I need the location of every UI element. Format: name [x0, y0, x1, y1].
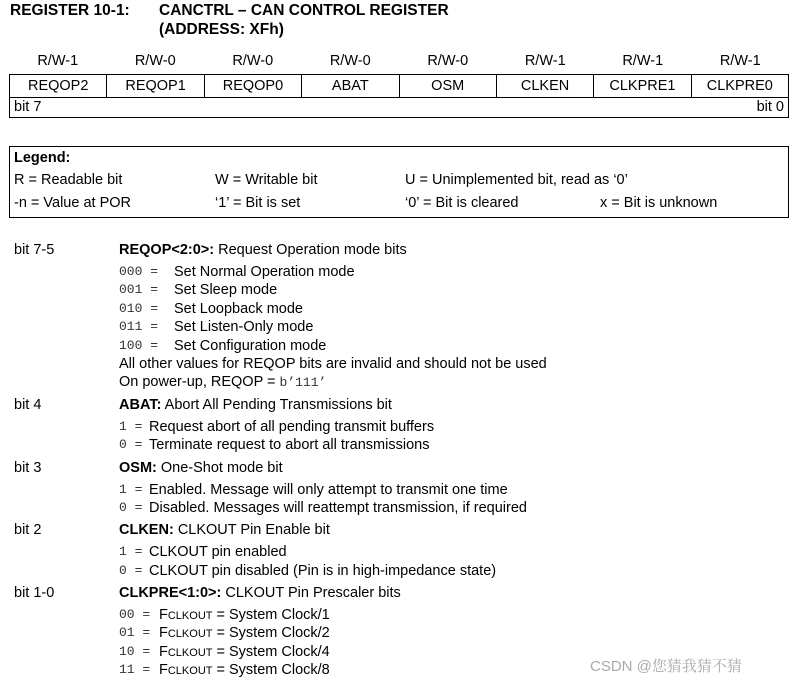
f-subscript: CLKOUT — [167, 628, 213, 641]
bit-access-label: R/W-1 — [719, 53, 761, 69]
f-subscript: CLKOUT — [167, 646, 213, 659]
section-header — [0, 459, 798, 481]
option-code: 0 = — [119, 562, 143, 578]
bit-range: bit 1-0 — [14, 585, 55, 602]
section-title — [119, 241, 407, 259]
option-text: Terminate request to abort all transmissions — [149, 437, 430, 454]
register-title: CANCTRL – CAN CONTROL REGISTER — [159, 2, 449, 19]
f-subscript: CLKOUT — [167, 665, 213, 678]
bit-range: bit 2 — [14, 522, 42, 539]
bit-access-label: R/W-1 — [524, 53, 566, 69]
option-text: Set Normal Operation mode — [174, 264, 355, 280]
option-text: = System Clock/8 — [212, 662, 330, 679]
section-header — [0, 241, 798, 263]
bit-range: bit 7-5 — [14, 242, 55, 258]
bit-cell-clkpre1: CLKPRE1 — [594, 75, 691, 98]
section-title — [119, 521, 330, 539]
register-bit-table — [9, 74, 789, 98]
option-code: 10 = — [119, 643, 151, 659]
field-name: OSM: — [119, 459, 157, 476]
legend-item: -n = Value at POR — [14, 195, 131, 211]
option-text: All other values for REQOP bits are invalid and should not be used — [119, 355, 547, 372]
bit-cell-clken: CLKEN — [496, 75, 593, 98]
option-code: 100 = — [119, 337, 159, 353]
bit-cell-clkpre0: CLKPRE0 — [691, 75, 788, 98]
legend-heading: Legend: — [14, 150, 71, 166]
option-line — [0, 543, 798, 561]
bit-access-label: R/W-1 — [37, 53, 79, 69]
bit-order-row — [9, 97, 789, 118]
option-text: CLKOUT pin disabled (Pin is in high-impedance state) — [149, 562, 497, 579]
bit-section — [0, 241, 798, 392]
register-number: REGISTER 10-1: — [10, 2, 130, 19]
option-text: Set Sleep mode — [174, 282, 278, 299]
f-symbol: F — [159, 662, 168, 679]
msb-label: bit 7 — [14, 99, 42, 115]
field-description: Request Operation mode bits — [218, 242, 407, 258]
option-line — [0, 281, 798, 299]
legend-item: R = Readable bit — [14, 172, 123, 188]
option-code: 001 = — [119, 282, 159, 298]
option-code: 1 = — [119, 544, 143, 560]
f-subscript: CLKOUT — [167, 610, 213, 623]
field-name: CLKEN: — [119, 522, 174, 539]
option-code: 11 = — [119, 662, 151, 678]
option-code: 00 = — [119, 607, 151, 623]
legend-item: U = Unimplemented bit, read as ‘0’ — [405, 172, 628, 188]
option-text: CLKOUT pin enabled — [149, 544, 287, 561]
bit-access-label: R/W-0 — [427, 53, 469, 69]
field-description: CLKOUT Pin Enable bit — [177, 522, 330, 539]
option-text: Disabled. Messages will reattempt transmission, if required — [149, 499, 527, 516]
option-text: = System Clock/2 — [212, 625, 330, 642]
field-description: Abort All Pending Transmissions bit — [164, 396, 392, 413]
option-line — [0, 263, 798, 281]
option-text: Set Listen-Only mode — [174, 319, 314, 336]
option-line — [0, 606, 798, 624]
option-code: 000 = — [119, 264, 159, 279]
option-line — [0, 481, 798, 499]
bit-range: bit 3 — [14, 459, 42, 476]
bit-cell-osm: OSM — [399, 75, 496, 98]
lsb-label: bit 0 — [756, 99, 784, 115]
option-value: b’111’ — [279, 375, 327, 391]
section-header — [0, 521, 798, 543]
legend-item: x = Bit is unknown — [600, 195, 718, 211]
option-code: 0 = — [119, 437, 143, 453]
option-line — [0, 373, 798, 391]
option-text: On power-up, REQOP = — [119, 374, 280, 391]
bit-cell-reqop1: REQOP1 — [107, 75, 204, 98]
option-text: Set Configuration mode — [174, 337, 327, 354]
field-name: CLKPRE<1:0>: — [119, 585, 222, 602]
f-symbol: F — [159, 643, 168, 660]
field-description: One-Shot mode bit — [160, 459, 283, 476]
section-header — [0, 584, 798, 606]
bit-cell-reqop2: REQOP2 — [10, 75, 107, 98]
option-text: = System Clock/4 — [212, 643, 330, 660]
option-line — [0, 436, 798, 454]
bit-descriptions — [0, 241, 798, 684]
section-title — [119, 396, 392, 414]
option-line — [0, 300, 798, 318]
bit-section — [0, 396, 798, 455]
option-code: 1 = — [119, 481, 143, 497]
bit-access-label: R/W-0 — [232, 53, 274, 69]
section-header — [0, 396, 798, 418]
option-code: 01 = — [119, 625, 151, 641]
field-name: ABAT: — [119, 396, 162, 413]
option-text: Enabled. Message will only attempt to transmit one time — [149, 481, 508, 498]
option-line — [0, 418, 798, 436]
option-code: 0 = — [119, 499, 143, 515]
legend-item: ‘0’ = Bit is cleared — [405, 195, 519, 211]
option-line — [0, 355, 798, 373]
legend-box — [9, 146, 789, 218]
f-symbol: F — [159, 625, 168, 642]
f-symbol: F — [159, 607, 168, 624]
option-line — [0, 318, 798, 336]
bit-access-label: R/W-0 — [134, 53, 176, 69]
option-line — [0, 337, 798, 355]
option-code: 010 = — [119, 300, 159, 316]
option-code: 011 = — [119, 319, 159, 335]
field-name: REQOP<2:0>: — [119, 242, 215, 258]
option-code: 1 = — [119, 418, 143, 434]
option-line — [0, 624, 798, 642]
field-description: CLKOUT Pin Prescaler bits — [225, 585, 401, 602]
bit-range: bit 4 — [14, 396, 42, 413]
option-text: Request abort of all pending transmit buffers — [149, 418, 435, 435]
legend-item: ‘1’ = Bit is set — [215, 195, 301, 211]
bit-cell-abat: ABAT — [302, 75, 399, 98]
bit-cell-reqop0: REQOP0 — [204, 75, 301, 98]
bit-section — [0, 521, 798, 580]
section-title — [119, 584, 401, 602]
option-line — [0, 562, 798, 580]
bit-section — [0, 459, 798, 518]
watermark: CSDN @您猜我猜不猜 — [590, 658, 742, 675]
register-address: (ADDRESS: XFh) — [159, 21, 284, 38]
option-text: = System Clock/1 — [212, 607, 330, 624]
legend-item: W = Writable bit — [215, 172, 318, 188]
option-line — [0, 499, 798, 517]
option-text: Set Loopback mode — [174, 300, 303, 317]
bit-access-label: R/W-1 — [622, 53, 664, 69]
bit-access-label: R/W-0 — [329, 53, 371, 69]
section-title — [119, 459, 283, 477]
